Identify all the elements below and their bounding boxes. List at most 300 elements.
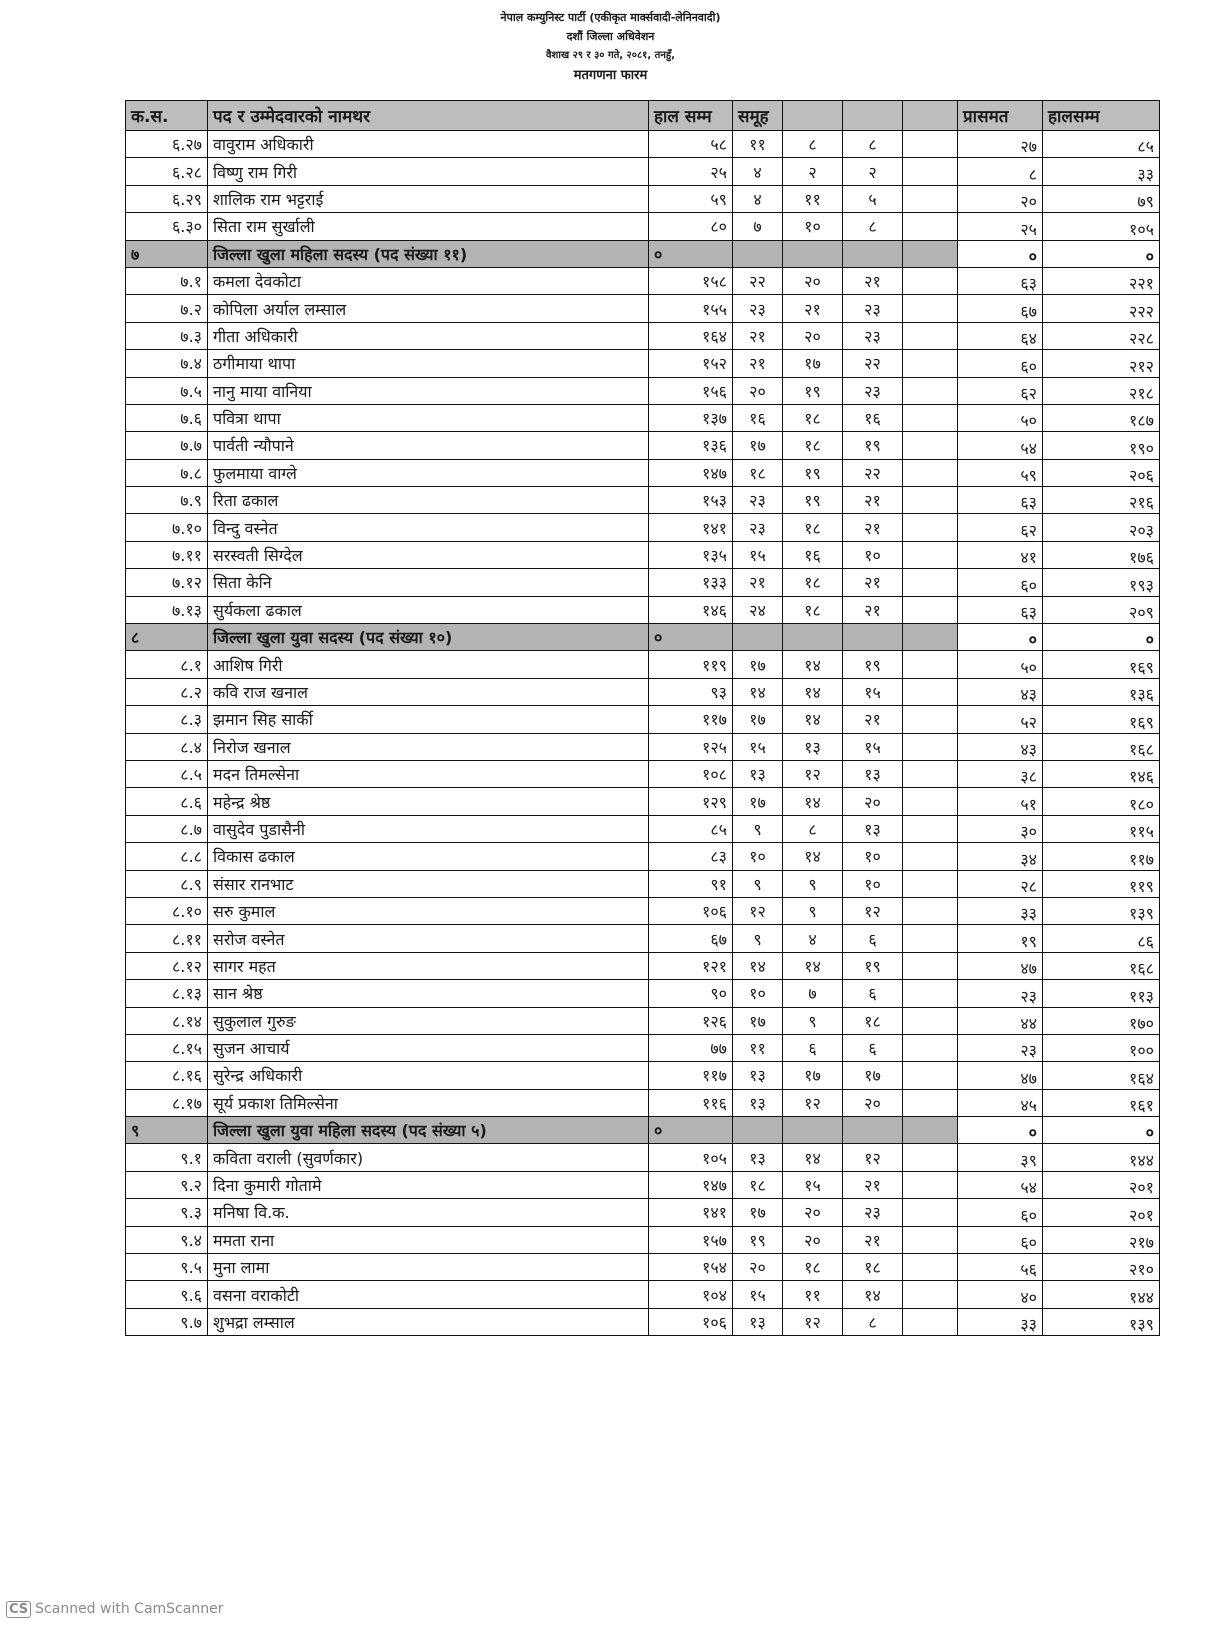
group-3-votes: ८ xyxy=(843,213,903,240)
group-3-votes: २१ xyxy=(843,267,903,294)
empty-cell xyxy=(903,487,958,514)
section-hal: ० xyxy=(649,240,733,267)
votes-so-far: ५८ xyxy=(649,131,733,158)
section-hal: ० xyxy=(649,624,733,651)
candidate-row xyxy=(126,267,1160,294)
section-hal: ० xyxy=(649,1117,733,1144)
section-g2 xyxy=(783,1117,843,1144)
empty-cell xyxy=(903,651,958,678)
candidate-row xyxy=(126,678,1160,705)
candidate-row xyxy=(126,541,1160,568)
votes-so-far: १५६ xyxy=(649,377,733,404)
candidate-name: सुर्यकला ढकाल xyxy=(208,596,649,623)
votes-received: ६० xyxy=(958,569,1043,596)
watermark-text: Scanned with CamScanner xyxy=(35,1601,224,1617)
votes-so-far: १२५ xyxy=(649,733,733,760)
candidate-name: वावुराम अधिकारी xyxy=(208,131,649,158)
empty-cell xyxy=(903,952,958,979)
group-2-votes: ६ xyxy=(783,1034,843,1061)
group-3-votes: १२ xyxy=(843,897,903,924)
votes-received: २५ xyxy=(958,213,1043,240)
empty-cell xyxy=(903,322,958,349)
group-2-votes: ९ xyxy=(783,897,843,924)
candidate-serial: ९.३ xyxy=(126,1199,208,1226)
empty-cell xyxy=(903,377,958,404)
empty-cell xyxy=(903,760,958,787)
candidate-serial: ६.२८ xyxy=(126,158,208,185)
votes-so-far: १४७ xyxy=(649,1171,733,1198)
candidate-serial: ७.९ xyxy=(126,487,208,514)
section-header-row xyxy=(126,240,1160,267)
group-1-votes: १७ xyxy=(733,1007,783,1034)
empty-cell xyxy=(903,1199,958,1226)
col-header-prapta: प्रासमत xyxy=(958,101,1043,131)
section-title: जिल्ला खुला युवा महिला सदस्य (पद संख्या ५) xyxy=(208,1117,649,1144)
section-title: जिल्ला खुला महिला सदस्य (पद संख्या ११) xyxy=(208,240,649,267)
votes-received: ६३ xyxy=(958,487,1043,514)
candidate-row xyxy=(126,487,1160,514)
candidate-name: वासुदेव पुडासैनी xyxy=(208,815,649,842)
candidate-row xyxy=(126,1308,1160,1335)
cumulative-total: ११९ xyxy=(1043,870,1160,897)
group-3-votes: २३ xyxy=(843,322,903,349)
group-2-votes: १२ xyxy=(783,1089,843,1116)
votes-received: ३३ xyxy=(958,1308,1043,1335)
cumulative-total: २२८ xyxy=(1043,322,1160,349)
candidate-row xyxy=(126,459,1160,486)
candidate-serial: ७.५ xyxy=(126,377,208,404)
candidate-serial: ८.६ xyxy=(126,788,208,815)
empty-cell xyxy=(903,706,958,733)
date-place: वैशाख २९ र ३० गते, २०८१, तनहुँ, xyxy=(546,50,675,61)
votes-so-far: १५७ xyxy=(649,1226,733,1253)
cumulative-total: २१७ xyxy=(1043,1226,1160,1253)
group-1-votes: १५ xyxy=(733,733,783,760)
group-3-votes: १५ xyxy=(843,678,903,705)
empty-cell xyxy=(903,1007,958,1034)
group-3-votes: ६ xyxy=(843,980,903,1007)
section-gap xyxy=(903,1117,958,1144)
cumulative-total: १३९ xyxy=(1043,897,1160,924)
form-title: मतगणना फारम xyxy=(573,68,648,83)
candidate-name: गीता अधिकारी xyxy=(208,322,649,349)
group-2-votes: १८ xyxy=(783,596,843,623)
group-3-votes: १३ xyxy=(843,760,903,787)
group-1-votes: १७ xyxy=(733,788,783,815)
empty-cell xyxy=(903,1062,958,1089)
cumulative-total: ११३ xyxy=(1043,980,1160,1007)
empty-cell xyxy=(903,1034,958,1061)
votes-so-far: ९३ xyxy=(649,678,733,705)
votes-so-far: १५४ xyxy=(649,1254,733,1281)
candidate-name: सुजन आचार्य xyxy=(208,1034,649,1061)
group-1-votes: २४ xyxy=(733,596,783,623)
candidate-row xyxy=(126,131,1160,158)
col-header-group: समूह xyxy=(733,101,783,131)
candidate-row xyxy=(126,843,1160,870)
group-2-votes: २ xyxy=(783,158,843,185)
group-3-votes: १७ xyxy=(843,1062,903,1089)
group-2-votes: १४ xyxy=(783,651,843,678)
group-1-votes: १५ xyxy=(733,1281,783,1308)
candidate-serial: ८.१४ xyxy=(126,1007,208,1034)
candidate-name: सिता राम सुर्खाली xyxy=(208,213,649,240)
group-1-votes: १३ xyxy=(733,1089,783,1116)
candidate-name: सूर्य प्रकाश तिमिल्सेना xyxy=(208,1089,649,1116)
votes-so-far: १०४ xyxy=(649,1281,733,1308)
candidate-row xyxy=(126,897,1160,924)
group-2-votes: २० xyxy=(783,322,843,349)
cumulative-total: २२२ xyxy=(1043,295,1160,322)
votes-so-far: १५२ xyxy=(649,350,733,377)
votes-so-far: १५३ xyxy=(649,487,733,514)
candidate-row xyxy=(126,185,1160,212)
votes-so-far: १०८ xyxy=(649,760,733,787)
section-g1 xyxy=(733,240,783,267)
group-1-votes: १३ xyxy=(733,760,783,787)
cumulative-total: १७० xyxy=(1043,1007,1160,1034)
empty-cell xyxy=(903,596,958,623)
group-3-votes: २३ xyxy=(843,295,903,322)
candidate-name: रिता ढकाल xyxy=(208,487,649,514)
candidate-serial: ९.१ xyxy=(126,1144,208,1171)
group-1-votes: २१ xyxy=(733,569,783,596)
section-g3 xyxy=(843,624,903,651)
votes-received: ५६ xyxy=(958,1254,1043,1281)
group-2-votes: १२ xyxy=(783,760,843,787)
votes-so-far: ८० xyxy=(649,213,733,240)
candidate-serial: ८.७ xyxy=(126,815,208,842)
empty-cell xyxy=(903,678,958,705)
votes-so-far: १०६ xyxy=(649,1308,733,1335)
cumulative-total: १६९ xyxy=(1043,651,1160,678)
empty-cell xyxy=(903,185,958,212)
candidate-name: महेन्द्र श्रेष्ठ xyxy=(208,788,649,815)
group-1-votes: ९ xyxy=(733,925,783,952)
group-3-votes: १४ xyxy=(843,1281,903,1308)
group-3-votes: १० xyxy=(843,541,903,568)
votes-received: २३ xyxy=(958,1034,1043,1061)
candidate-row xyxy=(126,158,1160,185)
candidate-serial: ८.३ xyxy=(126,706,208,733)
candidate-row xyxy=(126,213,1160,240)
group-1-votes: २३ xyxy=(733,295,783,322)
votes-so-far: १५५ xyxy=(649,295,733,322)
candidate-serial: ८.४ xyxy=(126,733,208,760)
candidate-name: सरस्वती सिग्देल xyxy=(208,541,649,568)
votes-received: ६४ xyxy=(958,322,1043,349)
candidate-row xyxy=(126,1226,1160,1253)
candidate-serial: ९.५ xyxy=(126,1254,208,1281)
candidate-serial: ६.२७ xyxy=(126,131,208,158)
group-2-votes: १९ xyxy=(783,487,843,514)
candidate-name: शालिक राम भट्टराई xyxy=(208,185,649,212)
cumulative-total: २१६ xyxy=(1043,487,1160,514)
candidate-serial: ९.२ xyxy=(126,1171,208,1198)
votes-received: ६० xyxy=(958,1226,1043,1253)
cumulative-total: ११७ xyxy=(1043,843,1160,870)
votes-received: १९ xyxy=(958,925,1043,952)
col-header-name: पद र उम्मेदवारको नामथर xyxy=(208,101,649,131)
votes-received: २७ xyxy=(958,131,1043,158)
empty-cell xyxy=(903,1171,958,1198)
document-header xyxy=(0,8,1221,85)
group-3-votes: १९ xyxy=(843,651,903,678)
group-3-votes: २१ xyxy=(843,706,903,733)
votes-so-far: ७७ xyxy=(649,1034,733,1061)
candidate-name: विन्दु वस्नेत xyxy=(208,514,649,541)
candidate-serial: ८.५ xyxy=(126,760,208,787)
empty-cell xyxy=(903,459,958,486)
candidate-row xyxy=(126,870,1160,897)
votes-received: ८ xyxy=(958,158,1043,185)
candidate-row xyxy=(126,514,1160,541)
group-2-votes: १४ xyxy=(783,952,843,979)
candidate-name: सुरेन्द्र अधिकारी xyxy=(208,1062,649,1089)
section-header-row xyxy=(126,624,1160,651)
votes-received: ५४ xyxy=(958,432,1043,459)
votes-received: ६३ xyxy=(958,596,1043,623)
group-3-votes: २१ xyxy=(843,1226,903,1253)
section-prapta: ० xyxy=(958,240,1043,267)
empty-cell xyxy=(903,213,958,240)
candidate-name: दिना कुमारी गोतामे xyxy=(208,1171,649,1198)
candidate-name: पवित्रा थापा xyxy=(208,404,649,431)
group-2-votes: १४ xyxy=(783,788,843,815)
group-2-votes: २० xyxy=(783,267,843,294)
votes-received: ४७ xyxy=(958,1062,1043,1089)
votes-received: ४७ xyxy=(958,952,1043,979)
candidate-name: नानु माया वानिया xyxy=(208,377,649,404)
votes-received: ६० xyxy=(958,1199,1043,1226)
group-2-votes: ९ xyxy=(783,1007,843,1034)
votes-so-far: ९० xyxy=(649,980,733,1007)
votes-so-far: १३६ xyxy=(649,432,733,459)
votes-so-far: १०५ xyxy=(649,1144,733,1171)
cumulative-total: १६४ xyxy=(1043,1062,1160,1089)
section-g2 xyxy=(783,240,843,267)
group-2-votes: १२ xyxy=(783,1308,843,1335)
votes-received: ४० xyxy=(958,1281,1043,1308)
group-2-votes: ४ xyxy=(783,925,843,952)
candidate-serial: ७.१२ xyxy=(126,569,208,596)
group-3-votes: १५ xyxy=(843,733,903,760)
section-prapta: ० xyxy=(958,1117,1043,1144)
candidate-serial: ६.२९ xyxy=(126,185,208,212)
group-3-votes: १० xyxy=(843,870,903,897)
candidate-name: विकास ढकाल xyxy=(208,843,649,870)
group-2-votes: १० xyxy=(783,213,843,240)
candidate-row xyxy=(126,815,1160,842)
group-3-votes: २१ xyxy=(843,569,903,596)
group-1-votes: १९ xyxy=(733,1226,783,1253)
empty-cell xyxy=(903,1226,958,1253)
candidate-name: विष्णु राम गिरी xyxy=(208,158,649,185)
group-3-votes: २१ xyxy=(843,514,903,541)
candidate-name: शुभद्रा लम्साल xyxy=(208,1308,649,1335)
cumulative-total: १०५ xyxy=(1043,213,1160,240)
candidate-row xyxy=(126,925,1160,952)
cumulative-total: ७९ xyxy=(1043,185,1160,212)
votes-so-far: ११७ xyxy=(649,706,733,733)
votes-received: ५४ xyxy=(958,1171,1043,1198)
cumulative-total: १७६ xyxy=(1043,541,1160,568)
table-body xyxy=(126,131,1160,1336)
empty-cell xyxy=(903,350,958,377)
candidate-name: वसना वराकोटी xyxy=(208,1281,649,1308)
candidate-name: झमान सिह सार्की xyxy=(208,706,649,733)
votes-received: ४३ xyxy=(958,733,1043,760)
cumulative-total: १६९ xyxy=(1043,706,1160,733)
cumulative-total: १४४ xyxy=(1043,1144,1160,1171)
candidate-row xyxy=(126,706,1160,733)
candidate-row xyxy=(126,1034,1160,1061)
section-g3 xyxy=(843,1117,903,1144)
candidate-serial: ७.३ xyxy=(126,322,208,349)
votes-received: ६२ xyxy=(958,514,1043,541)
group-2-votes: १३ xyxy=(783,733,843,760)
table-header-row xyxy=(126,101,1160,131)
candidate-serial: ७.६ xyxy=(126,404,208,431)
group-1-votes: २० xyxy=(733,1254,783,1281)
group-3-votes: १९ xyxy=(843,952,903,979)
votes-received: ६३ xyxy=(958,267,1043,294)
group-1-votes: २१ xyxy=(733,322,783,349)
cumulative-total: ३३ xyxy=(1043,158,1160,185)
votes-received: ३४ xyxy=(958,843,1043,870)
candidate-serial: ८.१३ xyxy=(126,980,208,1007)
group-2-votes: १८ xyxy=(783,514,843,541)
candidate-row xyxy=(126,1089,1160,1116)
group-1-votes: १३ xyxy=(733,1308,783,1335)
group-1-votes: ११ xyxy=(733,131,783,158)
group-1-votes: २३ xyxy=(733,487,783,514)
cumulative-total: ८६ xyxy=(1043,925,1160,952)
group-2-votes: १७ xyxy=(783,350,843,377)
votes-received: ५१ xyxy=(958,788,1043,815)
cumulative-total: ८५ xyxy=(1043,131,1160,158)
section-total: ० xyxy=(1043,1117,1160,1144)
candidate-name: मुना लामा xyxy=(208,1254,649,1281)
candidate-row xyxy=(126,1281,1160,1308)
empty-cell xyxy=(903,1144,958,1171)
group-1-votes: १५ xyxy=(733,541,783,568)
votes-so-far: १२६ xyxy=(649,1007,733,1034)
votes-so-far: १५८ xyxy=(649,267,733,294)
candidate-name: मनिषा वि.क. xyxy=(208,1199,649,1226)
candidate-row xyxy=(126,733,1160,760)
candidate-serial: ७.१० xyxy=(126,514,208,541)
votes-received: ४३ xyxy=(958,678,1043,705)
group-1-votes: १८ xyxy=(733,1171,783,1198)
empty-cell xyxy=(903,1281,958,1308)
group-3-votes: १२ xyxy=(843,1144,903,1171)
section-g2 xyxy=(783,624,843,651)
votes-received: ५९ xyxy=(958,459,1043,486)
empty-cell xyxy=(903,980,958,1007)
group-2-votes: १८ xyxy=(783,432,843,459)
candidate-serial: ८.११ xyxy=(126,925,208,952)
group-1-votes: ९ xyxy=(733,815,783,842)
cumulative-total: १६१ xyxy=(1043,1089,1160,1116)
section-prapta: ० xyxy=(958,624,1043,651)
group-3-votes: १८ xyxy=(843,1007,903,1034)
group-1-votes: १६ xyxy=(733,404,783,431)
candidate-name: कोपिला अर्याल लम्साल xyxy=(208,295,649,322)
group-3-votes: १८ xyxy=(843,1254,903,1281)
candidate-serial: ७.१ xyxy=(126,267,208,294)
section-header-row xyxy=(126,1117,1160,1144)
cumulative-total: २०१ xyxy=(1043,1171,1160,1198)
cumulative-total: १४४ xyxy=(1043,1281,1160,1308)
group-2-votes: १८ xyxy=(783,569,843,596)
group-2-votes: ११ xyxy=(783,1281,843,1308)
cumulative-total: २०६ xyxy=(1043,459,1160,486)
group-2-votes: २१ xyxy=(783,295,843,322)
candidate-row xyxy=(126,377,1160,404)
cumulative-total: १९३ xyxy=(1043,569,1160,596)
empty-cell xyxy=(903,843,958,870)
empty-cell xyxy=(903,1308,958,1335)
cumulative-total: १६८ xyxy=(1043,952,1160,979)
candidate-name: सागर महत xyxy=(208,952,649,979)
votes-so-far: ८५ xyxy=(649,815,733,842)
empty-cell xyxy=(903,131,958,158)
group-3-votes: १६ xyxy=(843,404,903,431)
empty-cell xyxy=(903,569,958,596)
votes-so-far: ११७ xyxy=(649,1062,733,1089)
votes-so-far: १२१ xyxy=(649,952,733,979)
votes-so-far: १४१ xyxy=(649,1199,733,1226)
candidate-name: सुकुलाल गुरुङ xyxy=(208,1007,649,1034)
candidate-serial: ९.४ xyxy=(126,1226,208,1253)
empty-cell xyxy=(903,432,958,459)
candidate-row xyxy=(126,980,1160,1007)
col-header-hal: हाल सम्म xyxy=(649,101,733,131)
group-1-votes: १० xyxy=(733,980,783,1007)
candidate-row xyxy=(126,651,1160,678)
candidate-row xyxy=(126,1171,1160,1198)
candidate-name: ममता राना xyxy=(208,1226,649,1253)
votes-so-far: ८३ xyxy=(649,843,733,870)
group-3-votes: ५ xyxy=(843,185,903,212)
votes-received: ५२ xyxy=(958,706,1043,733)
group-2-votes: १५ xyxy=(783,1171,843,1198)
votes-so-far: १६४ xyxy=(649,322,733,349)
group-2-votes: १४ xyxy=(783,843,843,870)
votes-so-far: ९१ xyxy=(649,870,733,897)
group-3-votes: २० xyxy=(843,1089,903,1116)
empty-cell xyxy=(903,733,958,760)
empty-cell xyxy=(903,925,958,952)
group-1-votes: ९ xyxy=(733,870,783,897)
group-2-votes: ९ xyxy=(783,870,843,897)
cumulative-total: १४६ xyxy=(1043,760,1160,787)
cumulative-total: २०३ xyxy=(1043,514,1160,541)
votes-received: ४५ xyxy=(958,1089,1043,1116)
votes-so-far: १४७ xyxy=(649,459,733,486)
empty-cell xyxy=(903,541,958,568)
candidate-name: मदन तिमल्सेना xyxy=(208,760,649,787)
group-1-votes: १० xyxy=(733,843,783,870)
group-3-votes: २० xyxy=(843,788,903,815)
candidate-serial: ७.१३ xyxy=(126,596,208,623)
votes-so-far: १३५ xyxy=(649,541,733,568)
candidate-serial: ८.२ xyxy=(126,678,208,705)
candidate-serial: ९.६ xyxy=(126,1281,208,1308)
col-header-total: हालसम्म xyxy=(1043,101,1160,131)
candidate-serial: ७.७ xyxy=(126,432,208,459)
